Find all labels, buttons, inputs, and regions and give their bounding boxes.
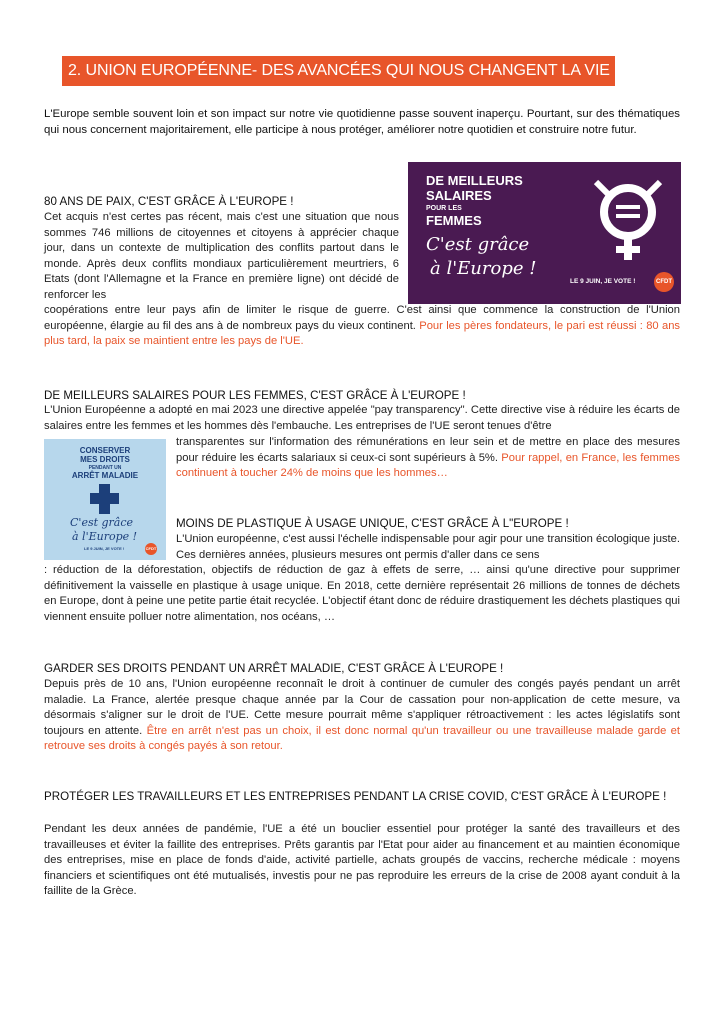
poster-line: CONSERVER [79,446,131,455]
section-title-paix: 80 ANS DE PAIX, C'EST GRÂCE À L'EUROPE ! [44,195,294,208]
section-title-plastique: MOINS DE PLASTIQUE À USAGE UNIQUE, C'EST GRÂCE À L"EUROPE ! [176,517,569,530]
salaires-body-text: transparentes sur l'information des rémunérations en leur sein et de mettre en place des mesures pour réduire les écarts salariaux si ceux-ci sont supérieurs à 5%. [176,436,680,464]
maladie-body [44,677,680,755]
salaires-body-narrow [176,435,680,482]
poster-line: PENDANT UN [88,465,122,471]
poster-script: C'est grâce [426,234,530,255]
poster-footer: LE 9 JUIN, JE VOTE ! [570,278,636,285]
poster-line: DE MEILLEURS [426,173,523,188]
poster-line: MES DROITS [80,455,130,464]
section-title-maladie: GARDER SES DROITS PENDANT UN ARRÊT MALADIE, C'EST GRÂCE À L'EUROPE ! [44,662,504,675]
section-title-covid: PROTÉGER LES TRAVAILLEURS ET LES ENTREPRISES PENDANT LA CRISE COVID, C'EST GRÂCE À L'EUROPE ! [44,790,667,803]
poster-salaires-femmes [408,162,681,304]
covid-body: Pendant les deux années de pandémie, l'UE a été un bouclier essentiel pour protéger la santé des travailleurs et des travailleuses et éviter la faillite des entreprises. Prêts garantis par l'Etat pour aider au financement et au maintien économique des entreprises, mise en place de fonds d'aide, activité partielle, achats groupés de vaccins, recherche médicale : moyens financiers et scientifiques ont été mutualisés, investis pour ne pas reproduire les erreurs de la crise de 2008 ayant conduit à la faillite de la Grèce. [44,823,680,897]
poster-line: FEMMES [426,213,482,228]
paix-body-narrow: Cet acquis n'est certes pas récent, mais c'est une situation que nous sommes 746 millions de citoyennes et citoyens à apprécier chaque jour, dans un contexte de multiplication des conflits partout dans le monde. Après deux conflits mondiaux particulièrement meurtriers, 6 Etats (dont l'Allemagne et la France en première ligne) ont décidé de renforcer les [44,211,399,301]
salaires-highlight: Pour rappel, en France, les femmes continuent à toucher 24% de moins que les hommes… [176,451,681,479]
cfdt-logo: CFDT [654,272,674,292]
section-title-salaires: DE MEILLEURS SALAIRES POUR LES FEMMES, C'EST GRÂCE À L'EUROPE ! [44,389,466,402]
poster-line: ARRÊT MALADIE [71,471,139,480]
section-heading: 2. UNION EUROPÉENNE- DES AVANCÉES QUI NOUS CHANGENT LA VIE [62,56,615,86]
poster-arret-maladie [44,439,166,560]
poster-line: POUR LES [426,205,462,212]
poster-line: SALAIRES [426,188,492,203]
poster-script: à l'Europe ! [430,258,537,279]
paix-body-text: coopérations entre leur pays afin de limiter le risque de guerre. C'est ainsi que commence la construction de l'Union européenne, élargie au fil des ans à de nombreux pays du vieux continent. [44,304,680,332]
female-equality-icon [588,174,668,266]
paix-body-wide [44,303,680,350]
salaires-body-wide: L'Union Européenne a adopté en mai 2023 une directive appelée "pay transparency". Cette directive vise à réduire les écarts de salaires entre les femmes et les hommes dès l'embauche. Les entreprises de l'UE seront tenues d'être [44,404,680,432]
paix-highlight: Pour les pères fondateurs, le pari est réussi : 80 ans plus tard, la paix se maintient entre les pays de l'UE. [44,319,681,347]
plastique-body-wide: : réduction de la déforestation, objectifs de réduction de gaz à effets de serre, … ainsi qu'une directive pour supprimer définitivement la vaisselle en plastique à usage unique. En 2018, cette dernière représentait 26 millions de tonnes de déchets en Europe, dont à peine une petite partie était recyclée. L'objectif étant donc de réduire drastiquement les déchets plastiques qui viennent ensuite polluer notre alimentation, nos océans, … [44,564,680,623]
poster-script: C'est grâce [70,516,134,529]
maladie-highlight: Être en arrêt n'est pas un choix, il est donc normal qu'un travailleur ou une travailleuse malade garde et retrouve ses droits à congés payés à son retour. [44,724,681,752]
maladie-body-text: Depuis près de 10 ans, l'Union européenne reconnaît le droit à continuer de cumuler des congés payés pendant un arrêt maladie. La France, alertée presque chaque année par la Cour de cassation pour non-application de cette mesure, va désormais s'aligner sur le droit de l'UE. Cette mesure pourrait même s'appliquer rétroactivement : les actes législatifs sont toujours en attente. [44,678,680,737]
poster-script: à l'Europe ! [72,530,138,543]
plastique-body-narrow: L'Union européenne, c'est aussi l'échelle indispensable pour agir pour une transition écologique juste. Ces dernières années, plusieurs mesures ont permis d'aller dans ce sens [176,533,680,561]
intro-paragraph: L'Europe semble souvent loin et son impact sur notre vie quotidienne passe souvent inaperçu. Pourtant, sur des thématiques qui nous concernent majoritairement, elle participe à nous protéger, améliorer notre quotidien et construire notre futur. [44,108,680,136]
cfdt-logo: CFDT [145,543,157,555]
poster-footer: LE 9 JUIN, JE VOTE ! [84,546,125,551]
